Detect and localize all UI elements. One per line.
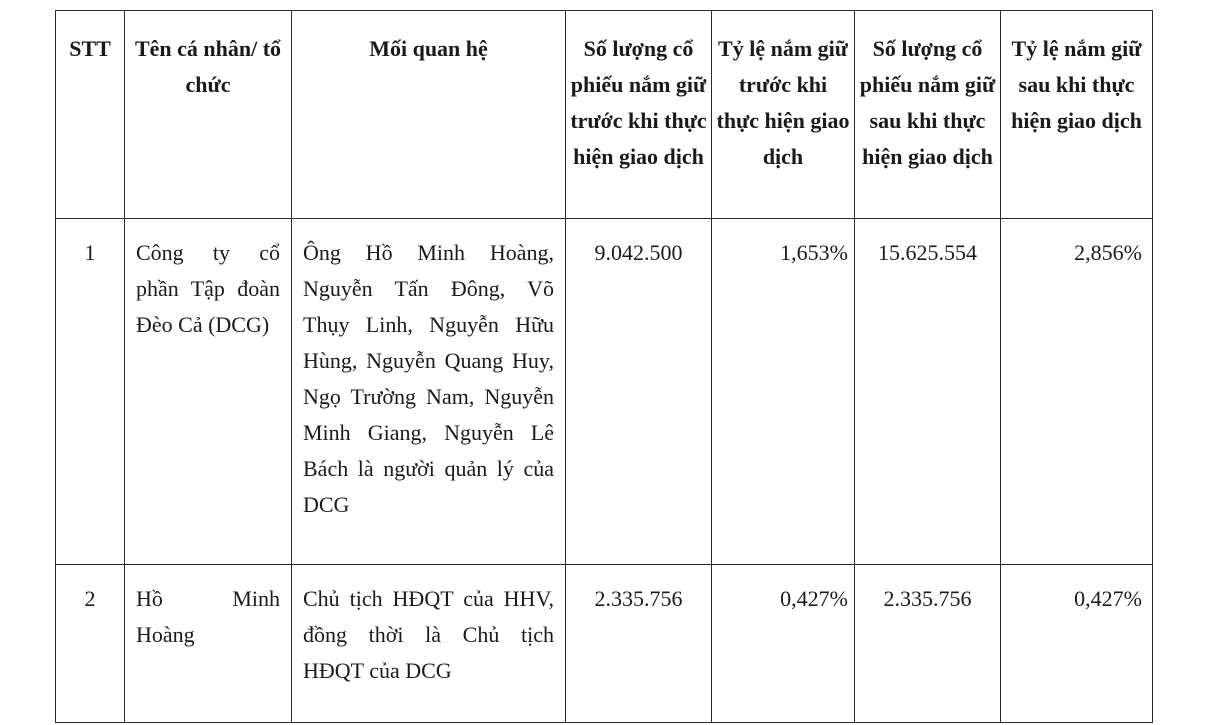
header-ratio-before: Tỷ lệ nắm giữ trước khi thực hiện giao dịch [712,11,855,219]
cell-shares-after: 15.625.554 [855,219,1001,565]
header-ratio-after: Tỷ lệ nắm giữ sau khi thực hiện giao dịch [1001,11,1153,219]
header-name: Tên cá nhân/ tổ chức [125,11,292,219]
cell-stt: 1 [56,219,125,565]
header-shares-after: Số lượng cổ phiếu nắm giữ sau khi thực hiện giao dịch [855,11,1001,219]
table-row [56,219,1153,565]
cell-name: Hồ Minh Hoàng [125,565,292,723]
cell-relationship: Chủ tịch HĐQT của HHV, đồng thời là Chủ tịch HĐQT của DCG [292,565,566,723]
table-row [56,565,1153,723]
cell-ratio-before: 0,427% [712,565,855,723]
cell-ratio-before: 1,653% [712,219,855,565]
shareholding-table [55,10,1153,723]
cell-shares-after: 2.335.756 [855,565,1001,723]
cell-stt: 2 [56,565,125,723]
cell-relationship: Ông Hồ Minh Hoàng, Nguyễn Tấn Đông, Võ Thụy Linh, Nguyễn Hữu Hùng, Nguyễn Quang Huy, Ngọ Trường Nam, Nguyễn Minh Giang, Nguyễn Lê Bách là người quản lý của DCG [292,219,566,565]
cell-shares-before: 2.335.756 [566,565,712,723]
header-shares-before: Số lượng cổ phiếu nắm giữ trước khi thực hiện giao dịch [566,11,712,219]
header-relationship: Mối quan hệ [292,11,566,219]
header-row [56,11,1153,219]
cell-ratio-after: 0,427% [1001,565,1153,723]
header-stt: STT [56,11,125,219]
cell-name: Công ty cổ phần Tập đoàn Đèo Cả (DCG) [125,219,292,565]
cell-shares-before: 9.042.500 [566,219,712,565]
cell-ratio-after: 2,856% [1001,219,1153,565]
